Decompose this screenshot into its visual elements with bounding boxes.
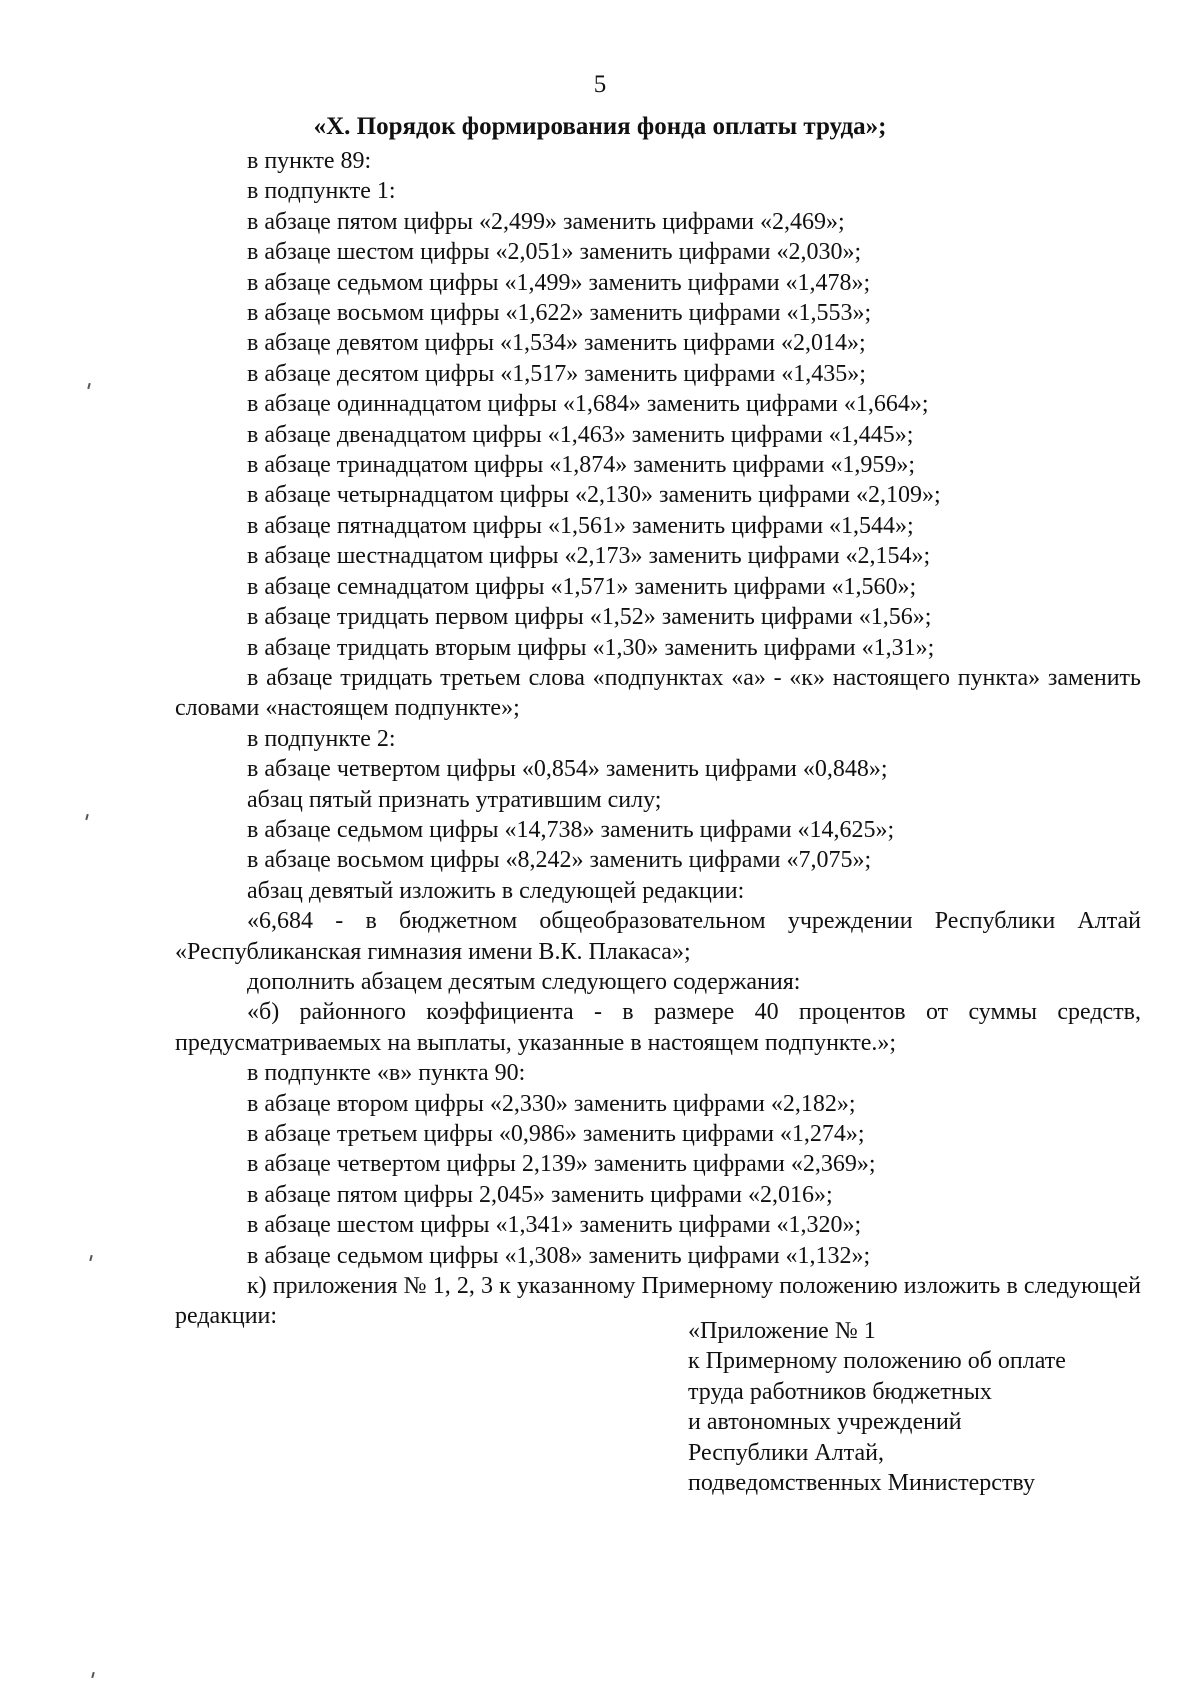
appendix-title: «Приложение № 1 xyxy=(688,1318,876,1344)
text-line: в подпункте «в» пункта 90: xyxy=(247,1060,526,1087)
scan-mark xyxy=(91,1672,94,1678)
text-line: в абзаце четвертом цифры 2,139» заменить цифрами «2,369»; xyxy=(247,1151,876,1178)
text-line: в абзаце втором цифры «2,330» заменить цифрами «2,182»; xyxy=(247,1090,856,1117)
text-line: в абзаце шестнадцатом цифры «2,173» заменить цифрами «2,154»; xyxy=(247,543,931,570)
text-line: в пункте 89: xyxy=(247,148,372,174)
text-line: в абзаце седьмом цифры «1,308» заменить цифрами «1,132»; xyxy=(247,1242,871,1269)
text-line: в абзаце семнадцатом цифры «1,571» заменить цифрами «1,560»; xyxy=(247,573,917,600)
text-line: в абзаце восьмом цифры «1,622» заменить цифрами «1,553»; xyxy=(247,300,872,327)
text-line: в абзаце двенадцатом цифры «1,463» заменить цифрами «1,445»; xyxy=(247,421,914,448)
text-line: в абзаце четвертом цифры «0,854» заменить цифрами «0,848»; xyxy=(247,756,888,783)
appendix-line: к Примерному положению об оплате xyxy=(688,1348,1066,1375)
text-line: в абзаце седьмом цифры «1,499» заменить цифрами «1,478»; xyxy=(247,269,871,296)
text-line: в абзаце четырнадцатом цифры «2,130» заменить цифрами «2,109»; xyxy=(247,482,941,509)
text-line: абзац девятый изложить в следующей редакции: xyxy=(247,877,745,904)
text-line: в абзаце тридцать первом цифры «1,52» заменить цифрами «1,56»; xyxy=(247,604,932,631)
amendment-text xyxy=(175,146,1141,1332)
text-line: в абзаце третьем цифры «0,986» заменить цифрами «1,274»; xyxy=(247,1121,865,1147)
text-line: в абзаце шестом цифры «2,051» заменить цифрами «2,030»; xyxy=(247,239,862,266)
text-line: в абзаце девятом цифры «1,534» заменить цифрами «2,014»; xyxy=(247,330,866,357)
text-line: в абзаце пятом цифры «2,499» заменить цифрами «2,469»; xyxy=(247,208,845,235)
text-paragraph: к) приложения № 1, 2, 3 к указанному Примерному положению изложить в следующей редакции: xyxy=(175,1273,1141,1330)
text-line: абзац пятый признать утратившим силу; xyxy=(247,786,662,813)
text-line: в абзаце восьмом цифры «8,242» заменить цифрами «7,075»; xyxy=(247,847,872,874)
section-heading: «X. Порядок формирования фонда оплаты труда»; xyxy=(313,113,887,140)
appendix-header xyxy=(688,1316,1158,1498)
appendix-line: труда работников бюджетных xyxy=(688,1378,992,1405)
text-line: в абзаце пятнадцатом цифры «1,561» заменить цифрами «1,544»; xyxy=(247,512,914,539)
text-line: в абзаце тридцать вторым цифры «1,30» заменить цифрами «1,31»; xyxy=(247,634,935,661)
text-line: в абзаце тринадцатом цифры «1,874» заменить цифрами «1,959»; xyxy=(247,452,915,479)
scan-mark xyxy=(87,383,90,389)
text-line: в абзаце пятом цифры 2,045» заменить цифрами «2,016»; xyxy=(247,1181,833,1208)
text-line: в абзаце десятом цифры «1,517» заменить цифрами «1,435»; xyxy=(247,360,866,387)
text-line: в абзаце седьмом цифры «14,738» заменить цифрами «14,625»; xyxy=(247,816,895,843)
text-line: в абзаце шестом цифры «1,341» заменить цифрами «1,320»; xyxy=(247,1212,862,1239)
text-line: в подпункте 2: xyxy=(247,725,396,752)
scan-mark xyxy=(89,1255,92,1261)
appendix-line: и автономных учреждений xyxy=(688,1409,962,1436)
text-line: в абзаце одиннадцатом цифры «1,684» заменить цифрами «1,664»; xyxy=(247,391,929,418)
text-line: дополнить абзацем десятым следующего содержания: xyxy=(247,968,801,995)
appendix-line: подведомственных Министерству xyxy=(688,1470,1035,1497)
text-paragraph: «6,684 - в бюджетном общеобразовательном учреждении Республики Алтай «Республиканская гимназия имени В.К. Плакаса»; xyxy=(175,908,1141,965)
text-line: в подпункте 1: xyxy=(247,178,396,205)
page-number: 5 xyxy=(593,71,607,98)
appendix-line: Республики Алтай, xyxy=(688,1439,884,1466)
scan-mark xyxy=(85,814,88,820)
text-paragraph: в абзаце тридцать третьем слова «подпунктах «а» - «к» настоящего пункта» заменить словами «настоящем подпункте»; xyxy=(175,664,1141,722)
text-paragraph: «б) районного коэффициента - в размере 40 процентов от суммы средств, предусматриваемых на выплаты, указанные в настоящем подпункте.»; xyxy=(175,999,1141,1056)
